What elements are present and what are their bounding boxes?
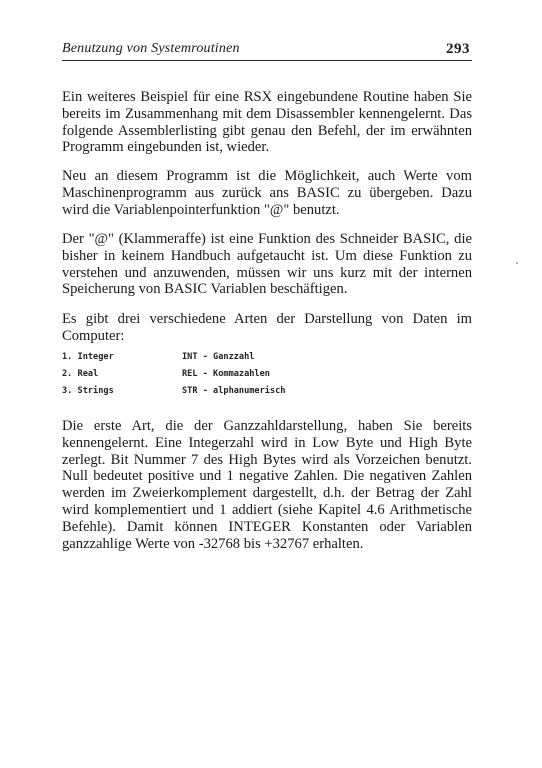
data-type-desc: STR - alphanumerisch [182,386,286,396]
data-type-row [62,386,362,403]
paragraph-data-types-intro: Es gibt drei verschiedene Arten der Darstellung von Daten im Computer: [62,311,472,344]
paragraph-rsx-example: Ein weiteres Beispiel für eine RSX eingebundene Routine haben Sie bereits im Zusammenhang mit dem Disassembler kennengelernt. Das folgende Assemblerlisting gibt genau den Befehl, der im erwähnten Programm eingebunden ist, wieder. [62,89,472,156]
data-type-name: 2. Real [62,369,99,379]
page-number: 293 [446,41,470,57]
header-title: Benutzung von Systemroutinen [62,41,240,56]
data-type-row [62,369,362,386]
paragraph-variable-pointer: Neu an diesem Programm ist die Möglichkeit, auch Werte vom Maschinenprogramm aus zurück ans BASIC zu übergeben. Dazu wird die Variablenpointerfunktion "@" benutzt. [62,168,472,218]
running-header [62,40,472,61]
data-type-desc: REL - Kommazahlen [182,369,270,379]
scan-speck [516,262,518,264]
paragraph-at-function: Der "@" (Klammeraffe) ist eine Funktion des Schneider BASIC, die bisher in keinem Handbuch aufgetaucht ist. Um diese Funktion zu verstehen und anzuwenden, müssen wir uns kurz mit der internen Speicherung von BASIC Variablen beschäftigen. [62,231,472,298]
paragraph-integer-representation: Die erste Art, die der Ganzzahldarstellung, haben Sie bereits kennengelernt. Eine Integerzahl wird in Low Byte und High Byte zerlegt. Bit Nummer 7 des High Bytes wird als Vorzeichen benutzt. Null bedeutet positive und 1 negative Zahlen. Die negativen Zahlen werden im Zweierkomplement dargestellt, d.h. der Betrag der Zahl wird komplementiert und 1 addiert (siehe Kapitel 4.6 Arithmetische Befehle). Damit können INTEGER Konstanten oder Variablen ganzzahlige Werte von -32768 bis +32767 erhalten. [62,418,472,552]
data-types-list [62,352,362,403]
data-type-name: 3. Strings [62,386,114,396]
data-type-row [62,352,362,369]
data-type-desc: INT - Ganzzahl [182,352,255,362]
data-type-name: 1. Integer [62,352,114,362]
